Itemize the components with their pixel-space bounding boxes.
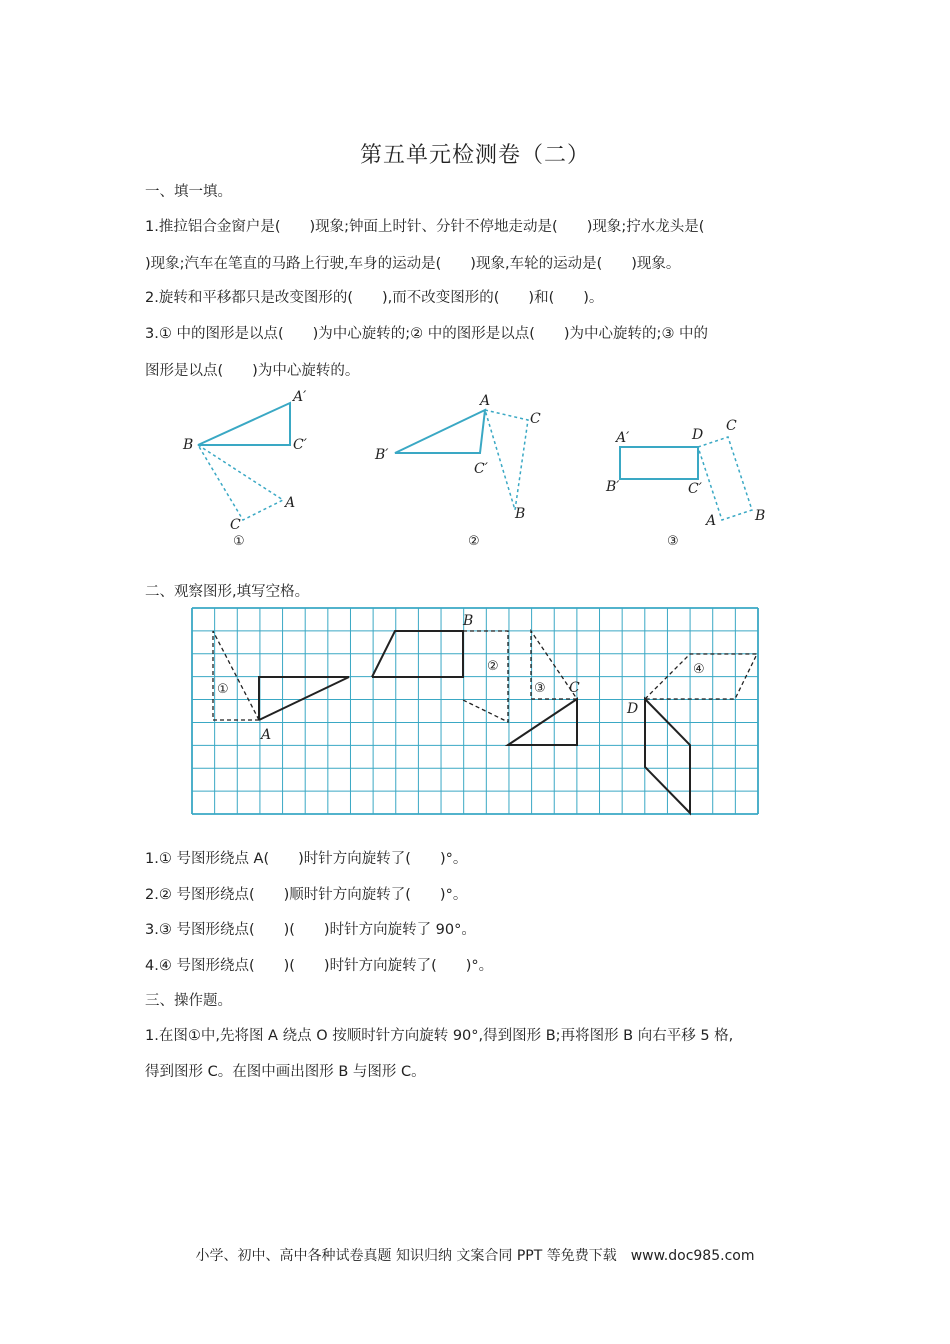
- label-a: A: [480, 393, 491, 409]
- grid-label-c: C: [569, 680, 580, 696]
- grid-label-b: B: [463, 613, 474, 629]
- q1-3-line2: 图形是以点( )为中心旋转的。: [145, 363, 360, 379]
- triangle-rotated: [485, 410, 528, 510]
- triangle-original: [198, 403, 290, 445]
- q1-1-line2: )现象;汽车在笔直的马路上行驶,车身的运动是( )现象,车轮的运动是( )现象。: [145, 256, 681, 272]
- label-b: B: [515, 506, 526, 522]
- label-b: B: [755, 508, 766, 524]
- q3-1-line1: 1.在图①中,先将图 A 绕点 O 按顺时针方向旋转 90°,得到图形 B;再将图形 B 向右平移 5 格,: [145, 1028, 734, 1044]
- label-c: C: [726, 418, 737, 434]
- label-b-prime: B′: [375, 447, 389, 463]
- q2-1: 1.① 号图形绕点 A( )时针方向旋转了( )°。: [145, 851, 468, 867]
- label-b-prime: B′: [606, 479, 620, 495]
- label-c-prime: C′: [293, 437, 307, 453]
- figure-number-1: ①: [233, 534, 245, 549]
- rectangle-rotated: [698, 437, 752, 520]
- grid-label-1: ①: [217, 682, 229, 697]
- section2-heading: 二、观察图形,填写空格。: [145, 584, 310, 600]
- q2-3: 3.③ 号图形绕点( )( )时针方向旋转了 90°。: [145, 922, 476, 938]
- grid-label-d: D: [627, 701, 639, 717]
- label-c: C: [530, 411, 541, 427]
- grid-figure: [191, 607, 759, 814]
- q2-2: 2.② 号图形绕点( )顺时针方向旋转了( )°。: [145, 887, 468, 903]
- grid-label-a: A: [261, 727, 272, 743]
- q1-1-line1: 1.推拉铝合金窗户是( )现象;钟面上时针、分针不停地走动是( )现象;拧水龙头是(: [145, 219, 705, 235]
- label-d: D: [692, 427, 704, 443]
- rectangle-original: [620, 447, 698, 479]
- label-c: C: [230, 517, 241, 533]
- label-a-prime: A′: [293, 389, 307, 405]
- grid-shape-1-solid: [259, 677, 349, 720]
- triangle-rotated: [198, 445, 283, 520]
- figure-number-3: ③: [667, 534, 679, 549]
- grid-shape-1-dashed: [213, 631, 259, 720]
- section1-heading: 一、填一填。: [145, 184, 232, 200]
- q3-1-line2: 得到图形 C。在图中画出图形 B 与图形 C。: [145, 1064, 426, 1080]
- rotation-figure-2: [370, 385, 555, 550]
- triangle-original: [395, 410, 485, 453]
- label-a-prime: A′: [616, 430, 630, 446]
- label-c-prime: C′: [688, 481, 702, 497]
- footer: 小学、初中、高中各种试卷真题 知识归纳 文案合同 PPT 等免费下载 www.doc985.com: [195, 1248, 755, 1264]
- grid-label-3: ③: [534, 681, 546, 696]
- rotation-figure-3: [600, 405, 780, 550]
- label-c-prime: C′: [474, 461, 488, 477]
- grid-label-4: ④: [693, 662, 705, 677]
- grid-label-2: ②: [487, 659, 499, 674]
- label-b: B: [183, 437, 194, 453]
- q2-4: 4.④ 号图形绕点( )( )时针方向旋转了( )°。: [145, 958, 494, 974]
- rotation-figure-1: [175, 385, 315, 550]
- label-a: A: [285, 495, 296, 511]
- page-title: 第五单元检测卷（二）: [359, 143, 590, 168]
- q1-2: 2.旋转和平移都只是改变图形的( ),而不改变图形的( )和( )。: [145, 290, 604, 306]
- label-a: A: [706, 513, 717, 529]
- figure-number-2: ②: [468, 534, 480, 549]
- section3-heading: 三、操作题。: [145, 993, 232, 1009]
- q1-3-line1: 3.① 中的图形是以点( )为中心旋转的;② 中的图形是以点( )为中心旋转的;③ 中的: [145, 326, 709, 342]
